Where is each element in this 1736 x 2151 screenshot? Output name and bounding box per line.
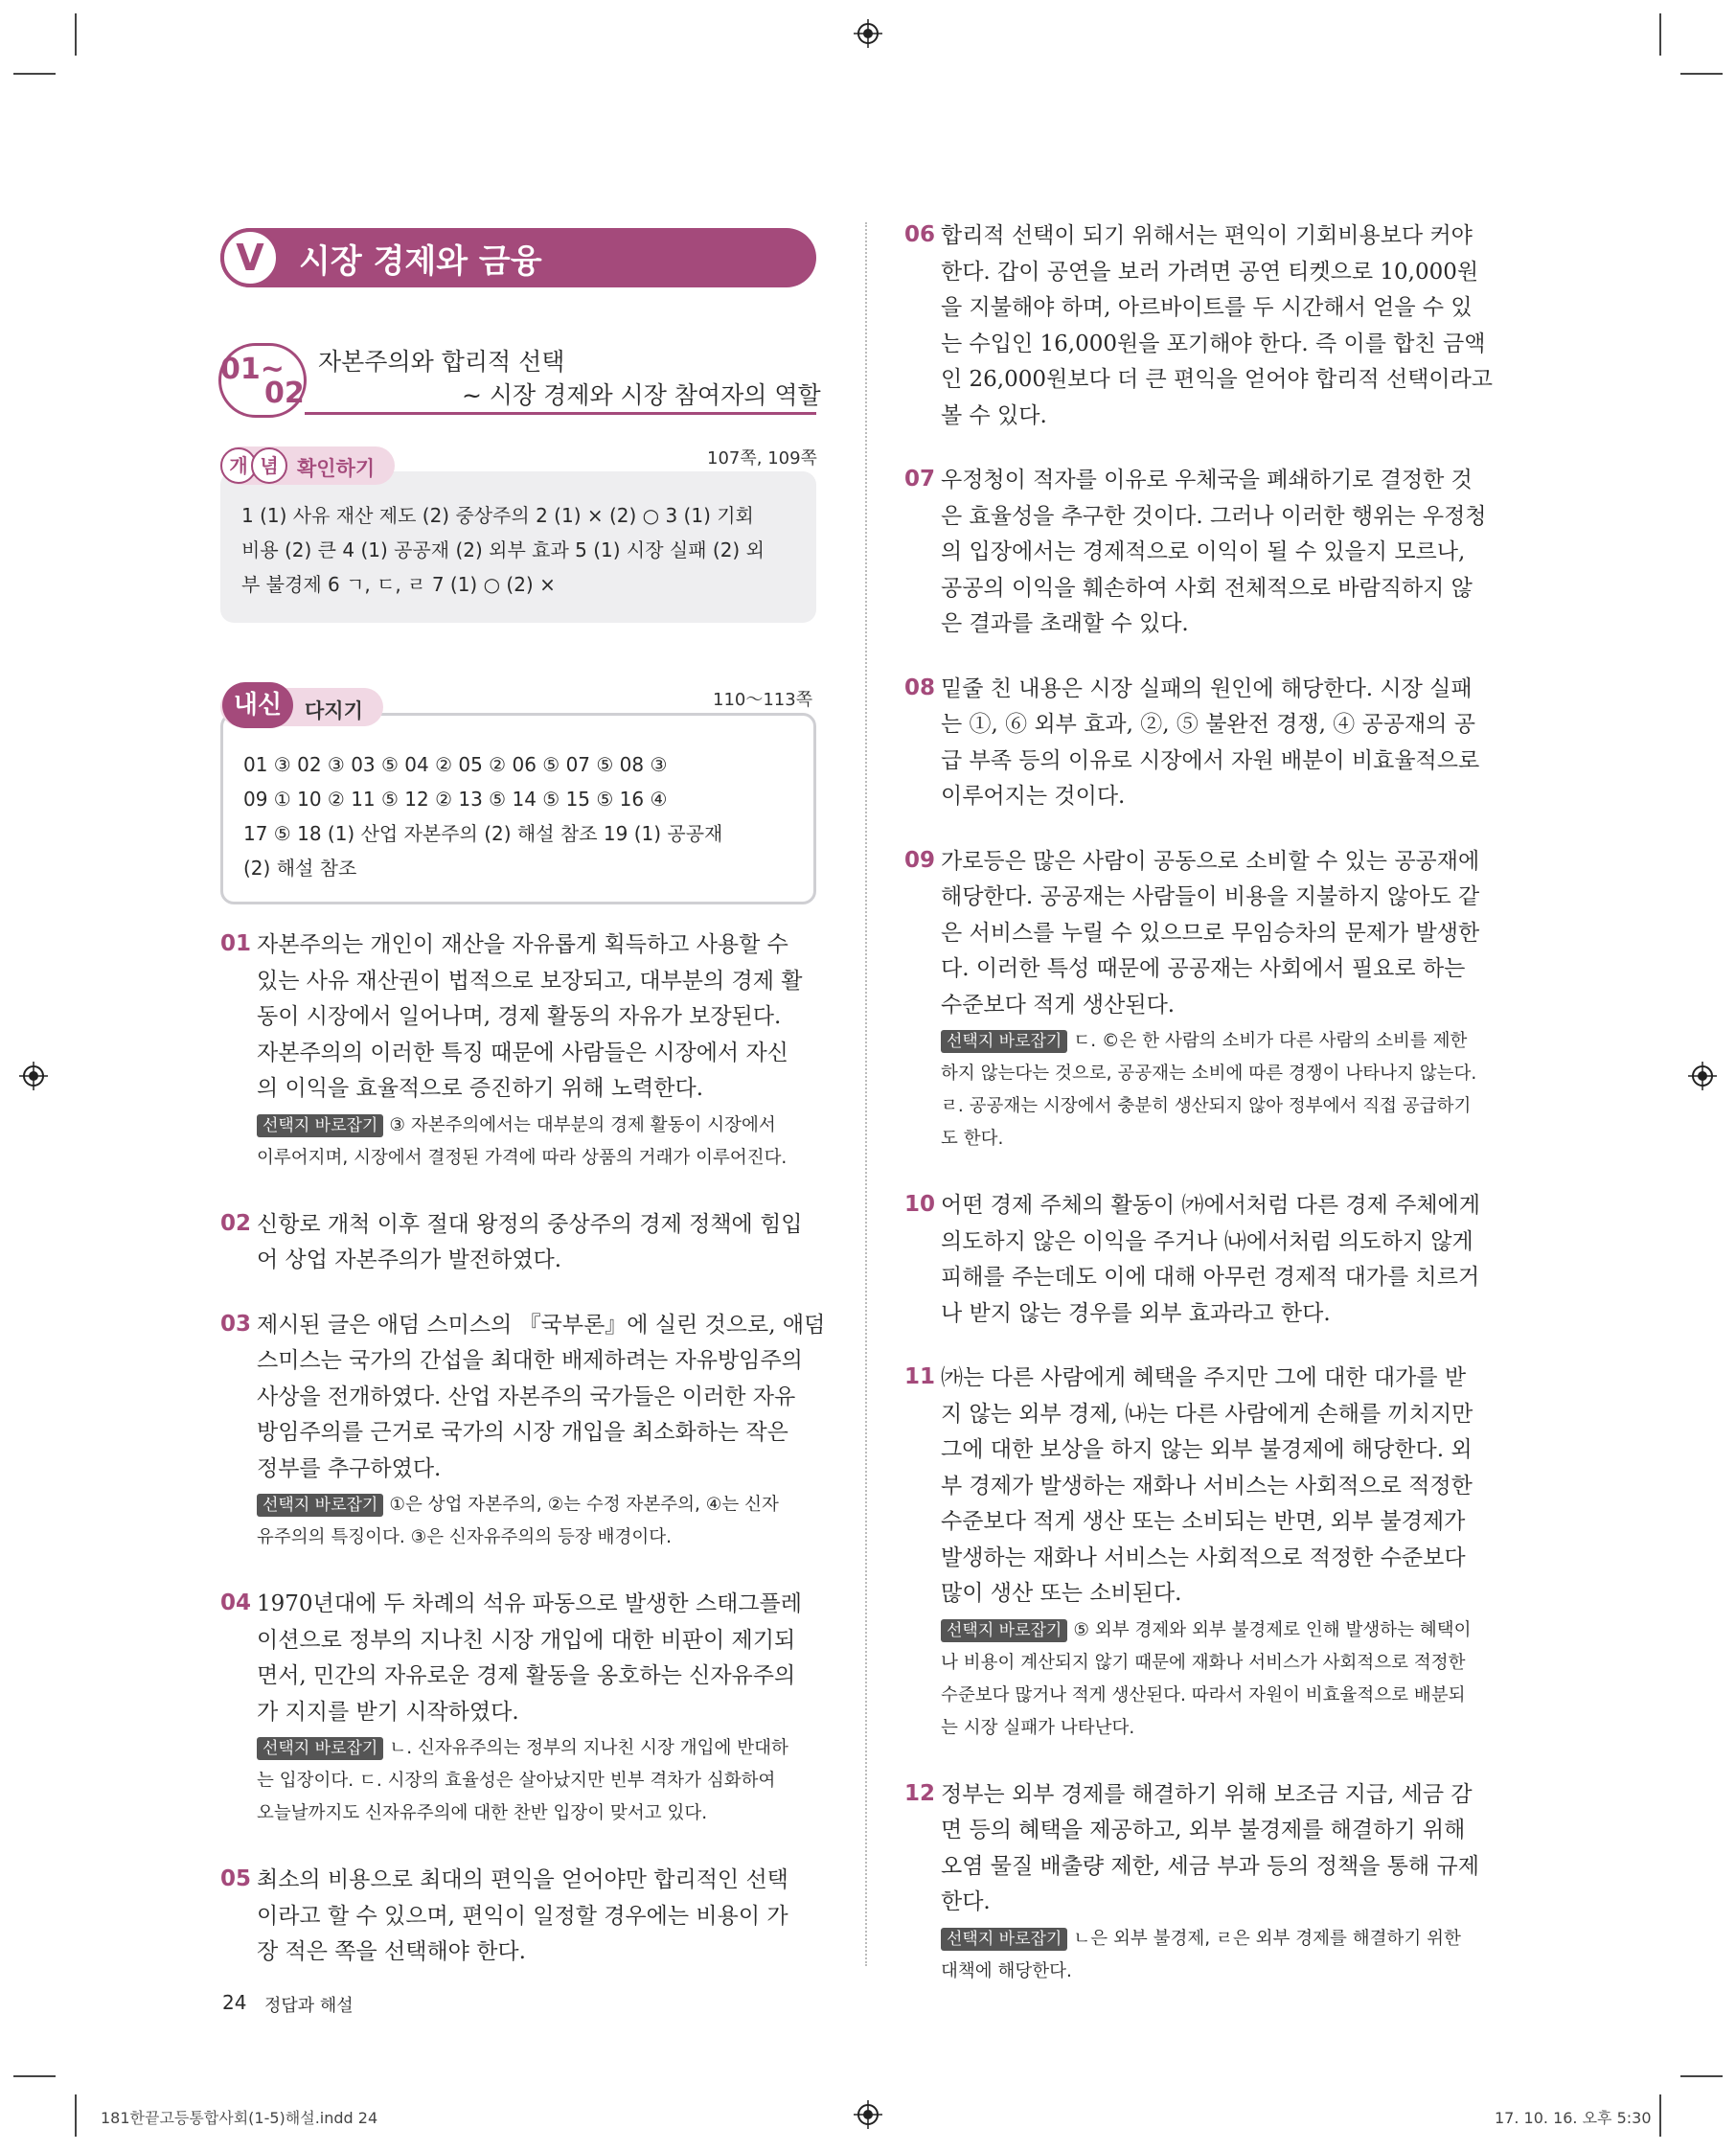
concept-answer-line: 부 불경제 6 ㄱ, ㄷ, ㄹ 7 (1) ○ (2) × — [241, 573, 556, 596]
item-text-line: 오염 물질 배출량 제한, 세금 부과 등의 정책을 통해 규제 — [941, 1853, 1479, 1879]
concept-tag-label: 확인하기 — [297, 457, 376, 480]
item-text-line: 자본주의의 이러한 특징 때문에 사람들은 시장에서 자신 — [257, 1040, 788, 1065]
item-text-line: 의 이익을 효율적으로 증진하기 위해 노력한다. — [257, 1076, 704, 1101]
drill-answer-line: 17 ⑤ 18 (1) 산업 자본주의 (2) 해설 참조 19 (1) 공공재 — [243, 822, 723, 845]
item-text-line: 신항로 개척 이후 절대 왕정의 중상주의 경제 정책에 힘입 — [257, 1211, 803, 1237]
item-text-line: 정부를 추구하였다. — [257, 1455, 442, 1481]
item-text-line: 이라고 할 수 있으며, 편익이 일정할 경우에는 비용이 가 — [257, 1903, 788, 1929]
item-text-line: 부 경제가 발생하는 재화나 서비스는 사회적으로 적정한 — [941, 1473, 1473, 1499]
item-text-line: 사상을 전개하였다. 산업 자본주의 국가들은 이러한 자유 — [257, 1384, 796, 1409]
answer-tip-text: ㄷ. ©은 한 사람의 소비가 다른 사람의 소비를 제한 — [1073, 1031, 1468, 1051]
drill-tag-label: 다지기 — [305, 699, 363, 722]
item-text-line: 인 26,000원보다 더 큰 편익을 얻어야 합리적 선택이라고 — [941, 367, 1494, 392]
registration-mark-icon — [854, 2100, 882, 2129]
answer-tip — [941, 1025, 1476, 1156]
item-text-line: 이션으로 정부의 지나친 시장 개입에 대한 비판이 제기되 — [257, 1627, 796, 1653]
item-text-line: 피해를 주는데도 이에 대해 아무런 경제적 대가를 치르거 — [941, 1265, 1480, 1290]
section-number-from: 01~ — [220, 353, 285, 386]
answer-tip-line — [941, 1923, 1461, 1956]
item-text — [941, 1777, 1479, 1921]
page-number: 24 — [222, 1991, 247, 2014]
item-text-line: 동이 시장에서 일어나며, 경제 활동의 자유가 보장된다. — [257, 1004, 782, 1029]
crop-mark — [75, 13, 77, 56]
answer-tip-line: 수준보다 많거나 적게 생산된다. 따라서 자원이 비효율적으로 배분되 — [941, 1684, 1466, 1705]
item-text-line: 수준보다 적게 생산 또는 소비되는 반면, 외부 불경제가 — [941, 1509, 1466, 1534]
item-number: 09 — [904, 847, 936, 873]
item-text-line: 어떤 경제 주체의 활동이 ㈎에서처럼 다른 경제 주체에게 — [941, 1193, 1480, 1218]
item-text-line: 급 부족 등의 이유로 시장에서 자원 배분이 비효율적으로 — [941, 747, 1480, 773]
item-text-line: ㈎는 다른 사람에게 혜택을 주지만 그에 대한 대가를 받 — [941, 1365, 1467, 1390]
item-text-line: 은 결과를 초래할 수 있다. — [941, 611, 1189, 636]
item-text-line: 해당한다. 공공재는 사람들이 비용을 지불하지 않아도 같 — [941, 884, 1480, 909]
crop-mark — [1659, 2094, 1661, 2137]
item-text — [941, 1361, 1473, 1613]
concept-tag-char1: 개 — [220, 447, 257, 484]
crop-mark — [1659, 13, 1661, 56]
answer-tip-line: 이루어지며, 시장에서 결정된 가격에 따라 상품의 거래가 이루어진다. — [257, 1147, 788, 1168]
answer-tip-text: ③ 자본주의에서는 대부분의 경제 활동이 시장에서 — [389, 1114, 776, 1135]
item-text-line: 는 ①, ⑥ 외부 효과, ②, ⑤ 불완전 경쟁, ④ 공공재의 공 — [941, 712, 1475, 737]
answer-tip — [257, 1732, 788, 1830]
item-text-line: 의도하지 않은 이익을 주거나 ㈏에서처럼 의도하지 않게 — [941, 1228, 1473, 1254]
answer-tip-line — [257, 1489, 779, 1522]
section-number-to: 02 — [264, 377, 305, 410]
item-text-line: 스미스는 국가의 간섭을 최대한 배제하려는 자유방임주의 — [257, 1348, 803, 1373]
item-text-line: 의 입장에서는 경제적으로 이익이 될 수 있을지 모르나, — [941, 539, 1466, 564]
item-text-line: 면서, 민간의 자유로운 경제 활동을 옹호하는 신자유주의 — [257, 1663, 796, 1688]
concept-tag-char2: 념 — [251, 447, 287, 484]
item-text-line: 합리적 선택이 되기 위해서는 편익이 기회비용보다 커야 — [941, 223, 1473, 248]
answer-tip-label: 선택지 바로잡기 — [257, 1737, 383, 1760]
item-text — [257, 1308, 825, 1488]
answer-tip-text: ①은 상업 자본주의, ②는 수정 자본주의, ④는 신자 — [389, 1495, 779, 1515]
crop-mark — [1680, 2075, 1723, 2077]
item-text-line: 가 지지를 받기 시작하였다. — [257, 1699, 519, 1725]
item-text — [257, 1587, 802, 1730]
item-text-line: 면 등의 혜택을 제공하고, 외부 불경제를 해결하기 위해 — [941, 1818, 1466, 1842]
section-underline — [305, 412, 816, 415]
concept-page-ref: 107쪽, 109쪽 — [707, 448, 817, 469]
item-text — [257, 927, 803, 1108]
item-text-line: 방임주의를 근거로 국가의 시장 개입을 최소화하는 작은 — [257, 1420, 788, 1445]
answer-tip — [257, 1489, 779, 1554]
item-number: 10 — [904, 1192, 936, 1217]
answer-tip-line: ㄹ. 공공재는 시장에서 충분히 생산되지 않아 정부에서 직접 공급하기 — [941, 1096, 1472, 1116]
answer-tip-label: 선택지 바로잡기 — [941, 1619, 1067, 1642]
item-text-line: 밑줄 친 내용은 시장 실패의 원인에 해당한다. 시장 실패 — [941, 675, 1473, 701]
item-number: 04 — [220, 1590, 252, 1615]
item-text-line: 다. 이러한 특성 때문에 공공재는 사회에서 필요로 하는 — [941, 956, 1466, 981]
answer-tip — [941, 1923, 1461, 1988]
item-number: 01 — [220, 931, 252, 956]
answer-tip-line: 나 비용이 계산되지 않기 때문에 재화나 서비스가 사회적으로 적정한 — [941, 1652, 1466, 1673]
answer-tip-line — [941, 1025, 1476, 1058]
answer-tip-text: ㄴ은 외부 불경제, ㄹ은 외부 경제를 해결하기 위한 — [1073, 1928, 1461, 1949]
item-text-line: 1970년대에 두 차례의 석유 파동으로 발생한 스태그플레 — [257, 1591, 802, 1616]
item-number: 11 — [904, 1364, 936, 1389]
item-text-line: 가로등은 많은 사람이 공동으로 소비할 수 있는 공공재에 — [941, 848, 1480, 874]
item-text — [941, 844, 1479, 1024]
answer-tip-line — [257, 1732, 788, 1765]
answer-tip-text: ㄴ. 신자유주의는 정부의 지나친 시장 개입에 반대하 — [389, 1738, 788, 1758]
chapter-badge: V — [220, 228, 280, 287]
answer-tip-label: 선택지 바로잡기 — [257, 1494, 383, 1517]
section-title-line1: 자본주의와 합리적 선택 — [318, 348, 565, 376]
crop-mark — [13, 2075, 56, 2077]
item-number: 02 — [220, 1210, 252, 1236]
item-text-line: 있는 사유 재산권이 법적으로 보장되고, 대부분의 경제 활 — [257, 968, 803, 994]
answer-tip — [257, 1110, 787, 1175]
item-text-line: 최소의 비용으로 최대의 편익을 얻어야만 합리적인 선택 — [257, 1867, 788, 1892]
item-text — [941, 218, 1493, 434]
item-text-line: 볼 수 있다. — [941, 402, 1047, 428]
drill-tag-bold: 내신 — [222, 682, 293, 728]
registration-mark-icon — [1688, 1062, 1717, 1090]
answer-tip-line: 는 시장 실패가 나타난다. — [941, 1717, 1135, 1738]
item-number: 08 — [904, 675, 936, 700]
footer-label: 정답과 해설 — [264, 1996, 354, 2016]
item-text-line: 발생하는 재화나 서비스는 사회적으로 적정한 수준보다 — [941, 1545, 1466, 1570]
item-number: 03 — [220, 1311, 252, 1337]
print-slug-file: 181한끝고등통합사회(1-5)해설.indd 24 — [101, 2109, 378, 2127]
item-text-line: 을 지불해야 하며, 아르바이트를 두 시간해서 얻을 수 있 — [941, 295, 1473, 320]
concept-answer-line: 비용 (2) 큰 4 (1) 공공재 (2) 외부 효과 5 (1) 시장 실패 (2) 외 — [241, 538, 765, 561]
item-text-line: 수준보다 적게 생산된다. — [941, 992, 1176, 1018]
answer-tip-line: 오늘날까지도 신자유주의에 대한 찬반 입장이 맞서고 있다. — [257, 1803, 708, 1823]
item-text-line: 그에 대한 보상을 하지 않는 외부 불경제에 해당한다. 외 — [941, 1437, 1473, 1462]
item-text-line: 우정청이 적자를 이유로 우체국을 폐쇄하기로 결정한 것 — [941, 468, 1473, 492]
crop-mark — [75, 2094, 77, 2137]
item-text — [257, 1863, 788, 1971]
answer-tip-label: 선택지 바로잡기 — [941, 1030, 1067, 1053]
item-text-line: 장 적은 쪽을 선택해야 한다. — [257, 1939, 526, 1964]
answer-tip-line: 하지 않는다는 것으로, 공공재는 소비에 따른 경쟁이 나타나지 않는다. — [941, 1064, 1477, 1084]
chapter-title: 시장 경제와 금융 — [299, 242, 542, 281]
item-text-line: 는 수입인 16,000원을 포기해야 한다. 즉 이를 합친 금액 — [941, 331, 1486, 356]
item-text-line: 지 않는 외부 경제, ㈏는 다른 사람에게 손해를 끼치지만 — [941, 1401, 1473, 1427]
answer-tip — [941, 1614, 1472, 1745]
item-text-line: 정부는 외부 경제를 해결하기 위해 보조금 지급, 세금 감 — [941, 1781, 1473, 1807]
item-text-line: 이루어지는 것이다. — [941, 784, 1126, 809]
answer-tip-line — [257, 1110, 787, 1142]
registration-mark-icon — [854, 19, 882, 48]
answer-tip-label: 선택지 바로잡기 — [257, 1114, 383, 1137]
answer-tip-label: 선택지 바로잡기 — [941, 1928, 1067, 1951]
answer-tip-text: ⑤ 외부 경제와 외부 불경제로 인해 발생하는 혜택이 — [1073, 1619, 1472, 1640]
print-slug-date: 17. 10. 16. 오후 5:30 — [1495, 2109, 1652, 2127]
drill-answer-line: 09 ① 10 ② 11 ⑤ 12 ② 13 ⑤ 14 ⑤ 15 ⑤ 16 ④ — [243, 788, 668, 811]
crop-mark — [13, 73, 56, 75]
drill-page-ref: 110～113쪽 — [713, 690, 813, 710]
answer-tip-line — [941, 1614, 1472, 1647]
drill-answer-line: (2) 해설 참조 — [243, 857, 357, 880]
answer-tip-line: 유주의의 특징이다. ③은 신자유주의의 등장 배경이다. — [257, 1527, 673, 1547]
item-text — [941, 463, 1487, 643]
item-text-line: 은 효율성을 추구한 것이다. 그러나 이러한 행위는 우정청 — [941, 503, 1487, 529]
item-number: 07 — [904, 467, 936, 492]
answer-tip-line: 는 입장이다. ㄷ. 시장의 효율성은 살아났지만 빈부 격차가 심화하여 — [257, 1771, 776, 1791]
item-number: 12 — [904, 1780, 936, 1806]
item-text-line: 공공의 이익을 훼손하여 사회 전체적으로 바람직하지 않 — [941, 575, 1473, 601]
item-text-line: 많이 생산 또는 소비된다. — [941, 1581, 1182, 1606]
item-text — [941, 1188, 1480, 1332]
item-text-line: 은 서비스를 누릴 수 있으므로 무임승차의 문제가 발생한 — [941, 920, 1480, 946]
answer-tip-line: 대책에 해당한다. — [941, 1960, 1072, 1981]
item-text — [941, 672, 1479, 815]
column-divider — [865, 222, 867, 1966]
registration-mark-icon — [19, 1062, 48, 1090]
item-text-line: 한다. — [941, 1889, 991, 1914]
item-text-line: 한다. 갑이 공연을 보러 가려면 공연 티켓으로 10,000원 — [941, 259, 1479, 285]
item-text-line: 어 상업 자본주의가 발전하였다. — [257, 1247, 562, 1272]
item-text-line: 나 받지 않는 경우를 외부 효과라고 한다. — [941, 1300, 1331, 1326]
crop-mark — [1680, 73, 1723, 75]
item-number: 06 — [904, 222, 936, 247]
section-title-line2: ~ 시장 경제와 시장 참여자의 역할 — [462, 381, 821, 409]
item-number: 05 — [220, 1866, 252, 1891]
concept-answer-line: 1 (1) 사유 재산 제도 (2) 중상주의 2 (1) × (2) ○ 3 (1) 기회 — [241, 504, 754, 527]
item-text-line: 자본주의는 개인이 재산을 자유롭게 획득하고 사용할 수 — [257, 932, 788, 957]
answer-tip-line: 도 한다. — [941, 1129, 1004, 1149]
item-text-line: 제시된 글은 애덤 스미스의 『국부론』에 실린 것으로, 애덤 — [257, 1312, 826, 1338]
item-text — [257, 1207, 803, 1279]
drill-answer-line: 01 ③ 02 ③ 03 ⑤ 04 ② 05 ② 06 ⑤ 07 ⑤ 08 ③ — [243, 753, 668, 776]
